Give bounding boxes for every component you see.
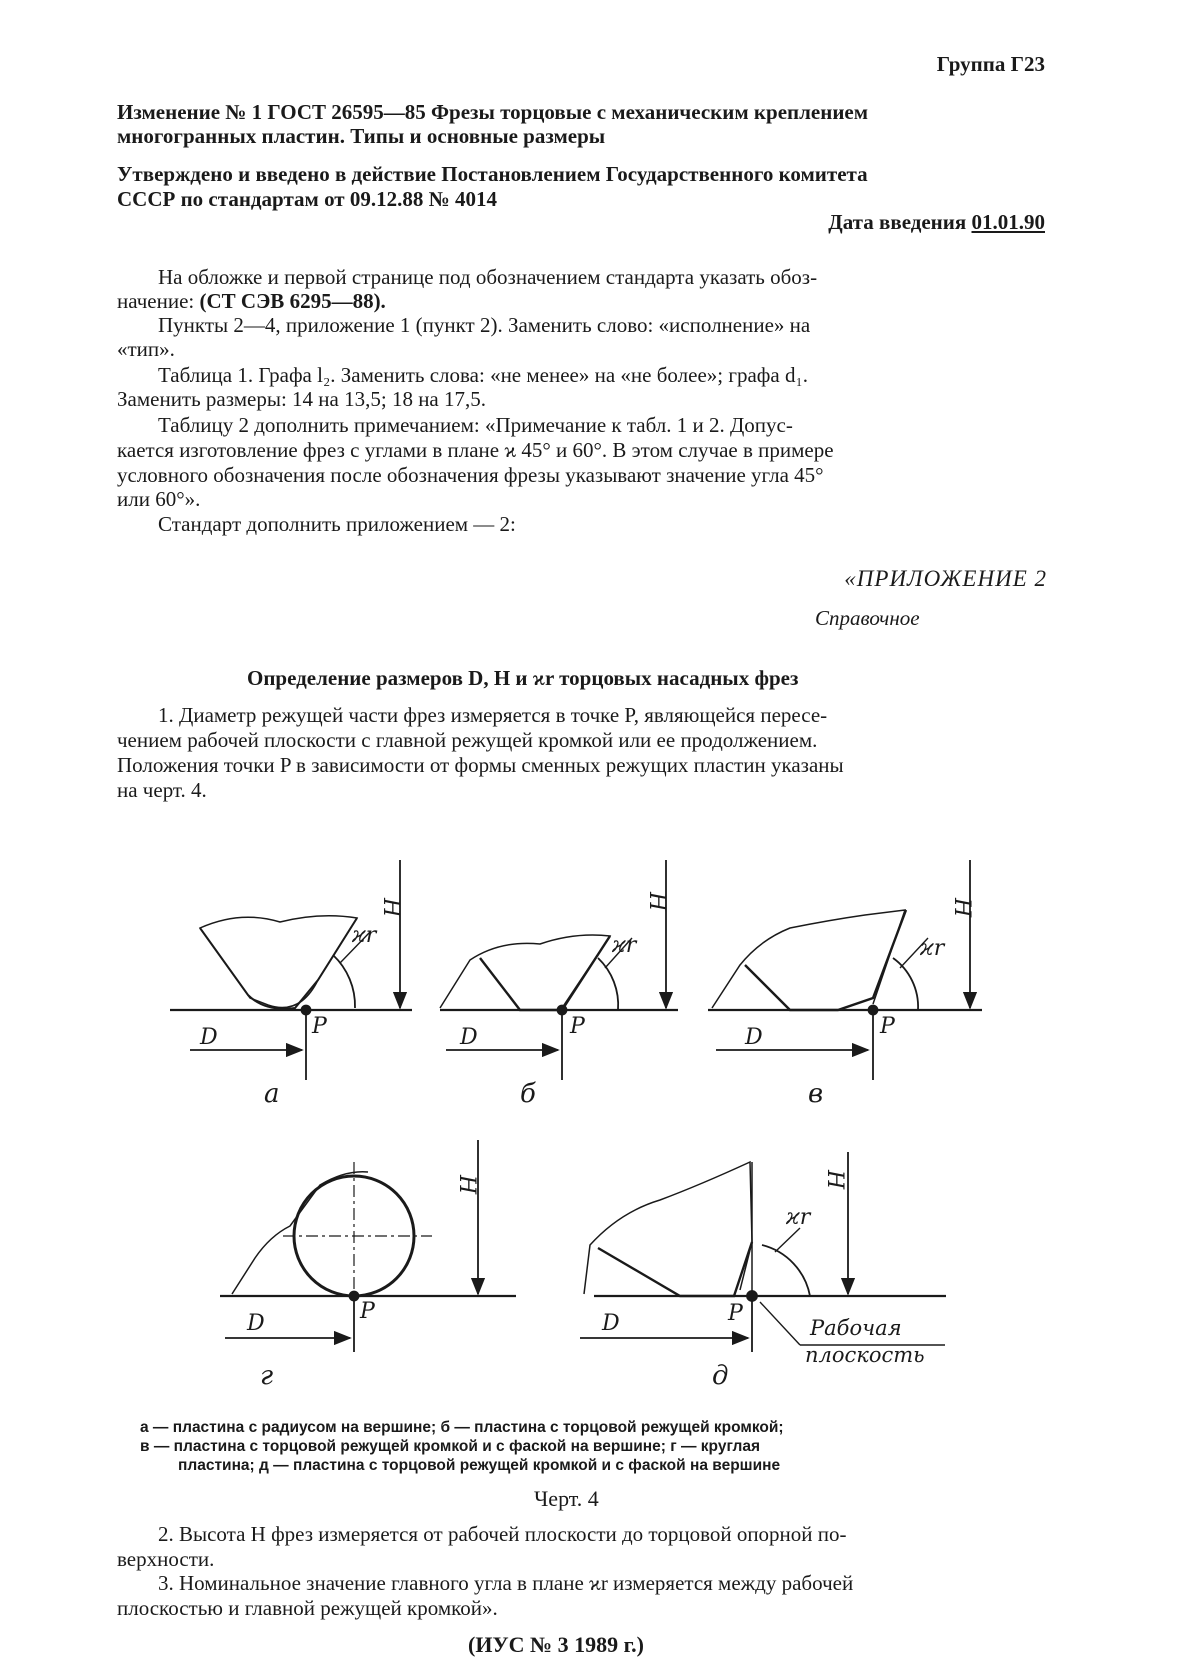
- sublabel-a: а: [264, 1079, 280, 1109]
- label-P-g: P: [360, 1299, 375, 1324]
- section1-line4: на черт. 4.: [117, 778, 207, 802]
- change-title-line2: многогранных пластин. Типы и основные размеры: [117, 124, 606, 148]
- para1-line2: [117, 289, 386, 314]
- para4-line3: условного обозначения после обозначения фрезы указывают значение угла 45°: [117, 463, 824, 487]
- label-working-plane-2: плоскость: [805, 1343, 925, 1367]
- para2-line2: «тип».: [117, 337, 175, 361]
- para4-line1: Таблицу 2 дополнить примечанием: «Примечание к табл. 1 и 2. Допус-: [158, 413, 793, 437]
- approval-line2: СССР по стандартам от 09.12.88 № 4014: [117, 187, 497, 211]
- section1-line2: чением рабочей плоскости с главной режущей кромкой или ее продолжением.: [117, 728, 818, 752]
- label-H-d: H: [822, 1170, 847, 1190]
- sublabel-d: д: [712, 1361, 729, 1391]
- label-kr-d: ϰr: [786, 1205, 811, 1230]
- para2-line1: Пункты 2—4, приложение 1 (пункт 2). Заменить слово: «исполнение» на: [158, 313, 811, 337]
- intro-date-label: Дата введения: [828, 210, 967, 234]
- sublabel-v: в: [808, 1079, 824, 1109]
- figure-caption-line1: а — пластина с радиусом на вершине; б — пластина с торцовой режущей кромкой;: [140, 1419, 784, 1436]
- label-H-v: H: [949, 898, 974, 918]
- sublabel-b: б: [520, 1079, 536, 1109]
- label-P-v: P: [880, 1014, 895, 1039]
- label-P-d: P: [728, 1301, 743, 1326]
- para1-line1: На обложке и первой странице под обозначением стандарта указать обоз-: [158, 265, 818, 289]
- section2-line1: 2. Высота H фрез измеряется от рабочей плоскости до торцовой опорной по-: [158, 1522, 847, 1546]
- label-kr-a: ϰr: [352, 923, 377, 948]
- appendix-title: «ПРИЛОЖЕНИЕ 2: [844, 566, 1047, 591]
- appendix-subtitle: Справочное: [815, 606, 920, 630]
- label-P-a: P: [312, 1014, 327, 1039]
- ius-reference: (ИУС № 3 1989 г.): [468, 1632, 644, 1657]
- figure-title: Черт. 4: [534, 1486, 599, 1511]
- para3-line2: Заменить размеры: 14 на 13,5; 18 на 17,5.: [117, 387, 487, 411]
- change-title-line1: Изменение № 1 ГОСТ 26595—85 Фрезы торцовые с механическим креплением: [117, 100, 869, 124]
- figure-caption-line3: пластина; д — пластина с торцовой режущей кромкой и с фаской на вершине: [178, 1457, 781, 1474]
- section3-line1: 3. Номинальное значение главного угла в плане ϰr измеряется между рабочей: [158, 1571, 854, 1595]
- section1-line3: Положения точки P в зависимости от формы сменных режущих пластин указаны: [117, 753, 844, 777]
- para1-line2-ref: (СТ СЭВ 6295—88).: [199, 289, 386, 313]
- para3-line1: Таблица 1. Графа l₂. Заменить слова: «не менее» на «не более»; графа d₁.: [158, 363, 809, 387]
- label-H-a: H: [378, 898, 403, 918]
- sublabel-g: г: [260, 1361, 274, 1391]
- label-working-plane-1: Рабочая: [810, 1316, 902, 1340]
- intro-date: [828, 210, 1045, 235]
- label-D-a: D: [200, 1025, 218, 1050]
- label-kr-v: ϰr: [920, 936, 945, 961]
- label-D-d: D: [602, 1311, 620, 1336]
- section3-line2: плоскостью и главной режущей кромкой».: [117, 1596, 498, 1620]
- label-D-b: D: [460, 1025, 478, 1050]
- para5: Стандарт дополнить приложением — 2:: [158, 512, 516, 536]
- label-H-b: H: [644, 892, 669, 912]
- approval-line1: Утверждено и введено в действие Постановлением Государственного комитета: [117, 162, 868, 186]
- group-code: Группа Г23: [936, 52, 1045, 76]
- label-D-g: D: [247, 1311, 265, 1336]
- appendix-heading: Определение размеров D, H и ϰr торцовых насадных фрез: [247, 666, 799, 690]
- figure-caption-line2: в — пластина с торцовой режущей кромкой и с фаской на вершине; г — круглая: [140, 1438, 761, 1455]
- label-kr-b: ϰr: [612, 933, 637, 958]
- label-D-v: D: [745, 1025, 763, 1050]
- section2-line2: верхности.: [117, 1547, 215, 1571]
- intro-date-value: 01.01.90: [971, 210, 1045, 234]
- para4-line2: кается изготовление фрез с углами в плане ϰ 45° и 60°. В этом случае в примере: [117, 438, 834, 462]
- section1-line1: 1. Диаметр режущей части фрез измеряется в точке P, являющейся пересе-: [158, 703, 828, 727]
- para4-line4: или 60°».: [117, 487, 201, 511]
- label-P-b: P: [570, 1014, 585, 1039]
- para1-line2-text: начение:: [117, 289, 200, 313]
- label-H-g: H: [454, 1175, 479, 1195]
- drawing-4: [0, 840, 1187, 1440]
